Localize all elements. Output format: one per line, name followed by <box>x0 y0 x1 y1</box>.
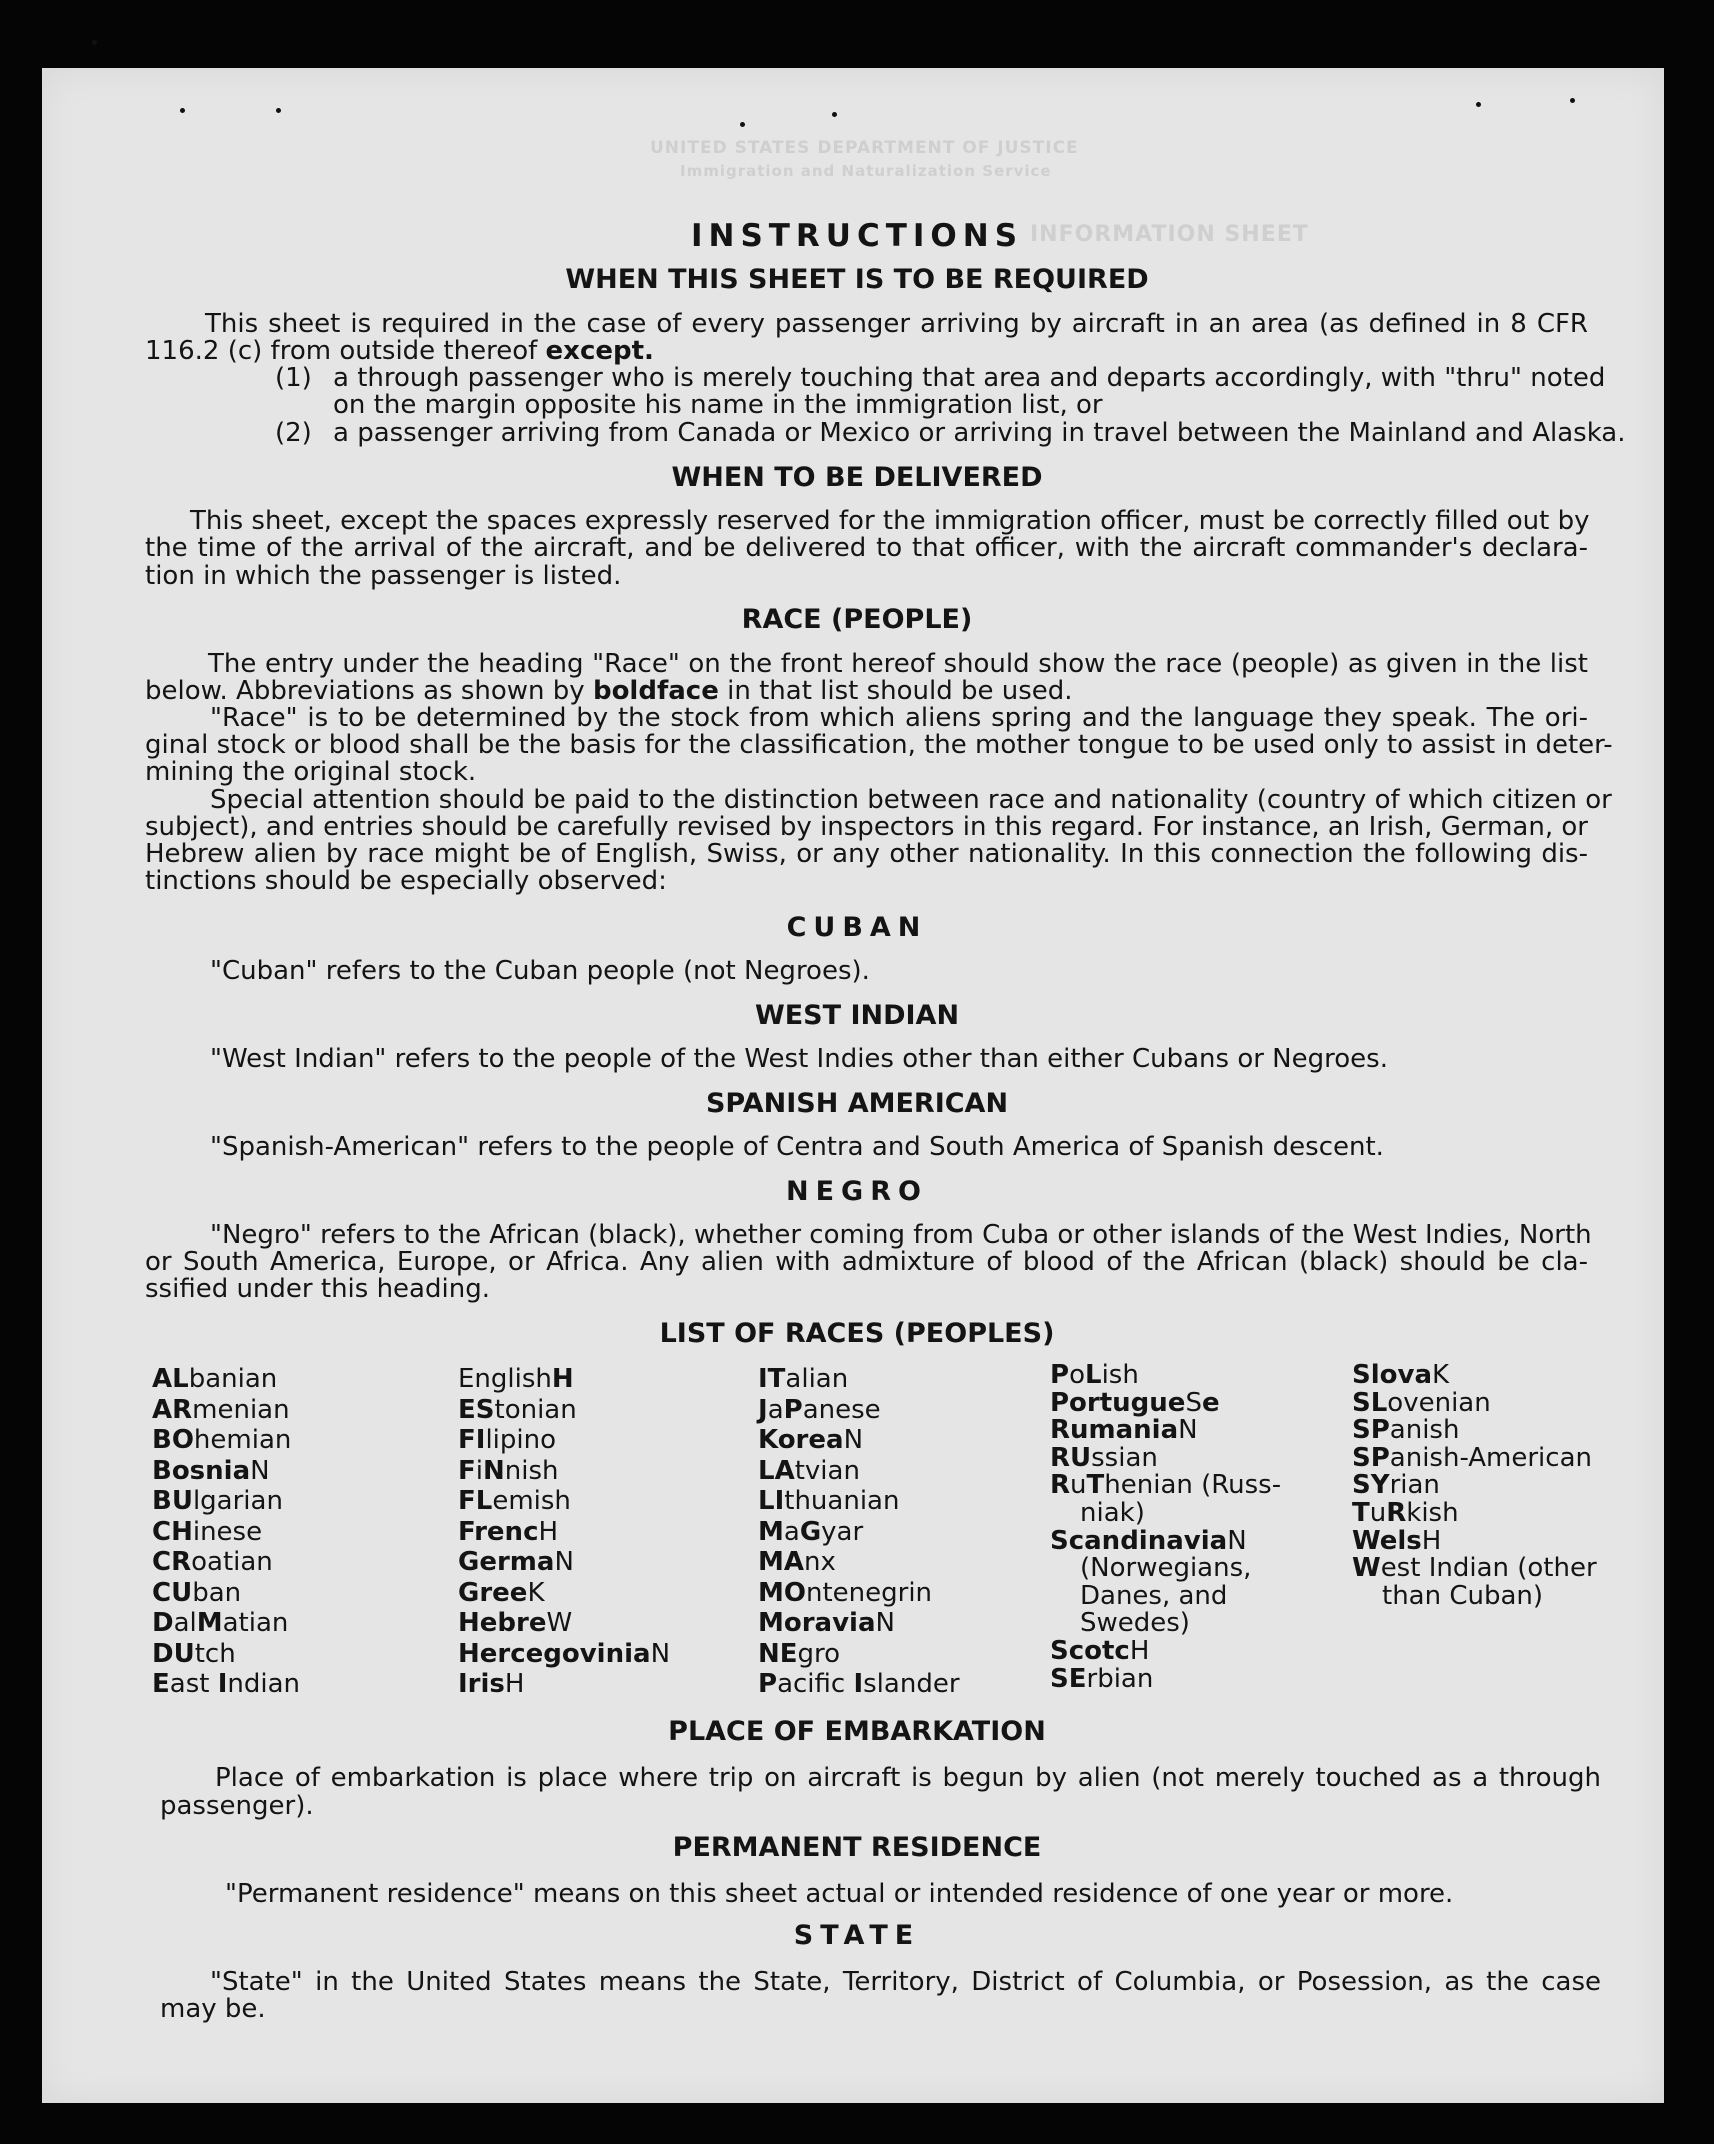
race-entry: MAnx <box>758 1547 836 1577</box>
negro-text-line: "Negro" refers to the African (black), whether coming from Cuba or other islands of the West Indies, North <box>210 1220 1592 1250</box>
race-entry: ScandinaviaN <box>1050 1525 1247 1556</box>
residence-text: "Permanent residence" means on this sheet actual or intended residence of one year or more. <box>225 1879 1454 1909</box>
race-entry: WelsH <box>1352 1525 1442 1556</box>
race-entry: NEgro <box>758 1638 841 1669</box>
race-entry: FiNnish <box>458 1455 559 1486</box>
race-entry: SlovaK <box>1352 1360 1450 1390</box>
section-heading-when-required: WHEN THIS SHEET IS TO BE REQUIRED <box>565 264 1149 295</box>
race-entry: Swedes) <box>1080 1608 1190 1639</box>
race-entry: TuRkish <box>1352 1497 1459 1528</box>
race-text-line: Hebrew alien by race might be of English, Swiss, or any other nationality. In this connection the following dis- <box>145 839 1588 869</box>
race-entry: IrisH <box>458 1669 525 1699</box>
delivered-text-line: tion in which the passenger is listed. <box>145 561 622 591</box>
speck <box>1570 98 1575 103</box>
section-heading-west-indian: WEST INDIAN <box>754 1000 960 1031</box>
race-text-line: mining the original stock. <box>145 757 477 787</box>
race-entry: MaGyar <box>758 1516 864 1547</box>
race-entry: ScotcH <box>1050 1635 1150 1666</box>
race-text-line: tinctions should be especially observed: <box>145 866 667 896</box>
race-entry: FIlipino <box>458 1425 556 1455</box>
state-text-line: "State" in the United States means the State, Territory, District of Columbia, or Posession, as the case <box>210 1967 1601 1997</box>
race-entry: ITalian <box>758 1364 849 1394</box>
race-entry: GermaN <box>458 1547 574 1577</box>
bleed-through-service: Immigration and Naturalization Service <box>680 162 1052 180</box>
race-entry: PortugueSe <box>1050 1387 1220 1418</box>
section-heading-negro: NEGRO <box>786 1176 928 1207</box>
race-entry: ARmenian <box>152 1394 290 1425</box>
race-text-line: subject), and entries should be carefully revised by inspectors in this regard. For instance, an Irish, German, or <box>145 812 1588 842</box>
speck <box>276 108 281 113</box>
speck <box>92 40 97 45</box>
race-entry: RUssian <box>1050 1442 1158 1473</box>
section-heading-list-of-races: LIST OF RACES (PEOPLES) <box>659 1318 1055 1349</box>
exception-text-line: a passenger arriving from Canada or Mexico or arriving in travel between the Mainland and Alaska. <box>333 418 1626 448</box>
races-column-2 <box>458 1364 670 1700</box>
race-entry: KoreaN <box>758 1425 864 1455</box>
race-entry: Pacific Islander <box>758 1669 960 1699</box>
race-entry: LIthuanian <box>758 1486 900 1516</box>
race-entry: Danes, and <box>1080 1580 1228 1611</box>
race-entry: ALbanian <box>152 1364 278 1394</box>
race-entry: DalMatian <box>152 1608 289 1638</box>
race-text-line: "Race" is to be determined by the stock from which aliens spring and the language they speak. The ori- <box>210 703 1588 733</box>
section-heading-permanent-residence: PERMANENT RESIDENCE <box>672 1832 1042 1863</box>
race-entry: RuThenian (Russ- <box>1050 1470 1282 1501</box>
races-column-3 <box>758 1364 960 1700</box>
races-column-1 <box>152 1364 300 1700</box>
race-entry: LAtvian <box>758 1455 860 1486</box>
embarkation-text-line: Place of embarkation is place where trip on aircraft is begun by alien (not merely touched as a through <box>215 1763 1601 1793</box>
race-entry: than Cuban) <box>1382 1580 1544 1611</box>
race-entry: niak) <box>1080 1497 1145 1528</box>
race-entry: BOhemian <box>152 1425 292 1455</box>
race-entry: SLovenian <box>1352 1387 1491 1418</box>
exception-number: (1) <box>275 363 312 393</box>
race-entry: MOntenegrin <box>758 1577 933 1608</box>
race-entry: BosniaN <box>152 1455 270 1486</box>
race-entry: SPanish <box>1352 1415 1460 1446</box>
race-entry: FrencH <box>458 1516 559 1547</box>
page-title: INSTRUCTIONS <box>690 218 1024 254</box>
race-entry: HebreW <box>458 1608 573 1638</box>
race-entry: East Indian <box>152 1669 301 1699</box>
section-heading-spanish-american: SPANISH AMERICAN <box>705 1088 1009 1119</box>
race-entry: EStonian <box>458 1394 577 1425</box>
required-text-line: This sheet is required in the case of every passenger arriving by aircraft in an area (as defined in 8 CFR <box>205 309 1588 339</box>
west-indian-text: "West Indian" refers to the people of the West Indies other than either Cubans or Negroes. <box>210 1044 1388 1074</box>
required-text-line: 116.2 (c) from outside thereof except. <box>145 336 654 366</box>
race-entry: CRoatian <box>152 1547 273 1577</box>
race-entry: FLemish <box>458 1486 571 1516</box>
section-heading-race: RACE (PEOPLE) <box>741 604 973 635</box>
race-text-line: The entry under the heading "Race" on the front hereof should show the race (people) as given in the list <box>208 649 1588 679</box>
race-entry: HercegoviniaN <box>458 1638 671 1669</box>
bleed-through-department: UNITED STATES DEPARTMENT OF JUSTICE <box>650 138 1079 158</box>
race-entry: BUlgarian <box>152 1486 283 1516</box>
speck <box>1476 102 1481 107</box>
section-heading-place-of-embarkation: PLACE OF EMBARKATION <box>668 1716 1046 1747</box>
race-entry: GreeK <box>458 1577 545 1608</box>
race-entry: MoraviaN <box>758 1608 895 1638</box>
exception-text-line: on the margin opposite his name in the immigration list, or <box>333 390 1103 420</box>
section-heading-cuban: CUBAN <box>786 912 928 943</box>
race-entry: SErbian <box>1050 1663 1154 1694</box>
race-entry: SYrian <box>1352 1470 1440 1501</box>
race-text-line: below. Abbreviations as shown by boldface in that list should be used. <box>145 676 1073 706</box>
embarkation-text-line: passenger). <box>160 1791 314 1821</box>
negro-text-line: or South America, Europe, or Africa. Any alien with admixture of blood of the African (black) should be cla- <box>145 1247 1588 1277</box>
negro-text-line: ssified under this heading. <box>145 1274 490 1304</box>
race-entry: JaPanese <box>758 1394 881 1425</box>
race-entry: PoLish <box>1050 1360 1139 1390</box>
exception-number: (2) <box>275 418 312 448</box>
section-heading-when-delivered: WHEN TO BE DELIVERED <box>671 462 1043 493</box>
cuban-text: "Cuban" refers to the Cuban people (not Negroes). <box>210 956 870 986</box>
race-text-line: Special attention should be paid to the distinction between race and nationality (country of which citizen or <box>210 785 1612 815</box>
speck <box>740 122 745 127</box>
races-column-5 <box>1352 1362 1597 1610</box>
bleed-through-info: INFORMATION SHEET <box>1030 222 1309 247</box>
state-text-line: may be. <box>160 1994 266 2024</box>
race-entry: West Indian (other <box>1352 1553 1597 1584</box>
section-heading-state: STATE <box>793 1920 921 1951</box>
delivered-text-line: the time of the arrival of the aircraft, and be delivered to that officer, with the aircraft commander's declara- <box>145 533 1588 563</box>
delivered-text-line: This sheet, except the spaces expressly reserved for the immigration officer, must be correctly filled out by <box>190 506 1590 536</box>
speck <box>180 108 185 113</box>
speck <box>832 112 837 117</box>
race-text-line: ginal stock or blood shall be the basis for the classification, the mother tongue to be used only to assist in deter- <box>145 730 1613 760</box>
spanish-american-text: "Spanish-American" refers to the people of Centra and South America of Spanish descent. <box>210 1132 1384 1162</box>
exception-text-line: a through passenger who is merely touching that area and departs accordingly, with "thru" noted <box>333 363 1606 393</box>
race-entry: RumaniaN <box>1050 1415 1198 1446</box>
race-entry: DUtch <box>152 1638 236 1669</box>
race-entry: EnglishH <box>458 1364 574 1394</box>
races-column-4 <box>1050 1362 1281 1693</box>
race-entry: CUban <box>152 1577 242 1608</box>
race-entry: CHinese <box>152 1516 263 1547</box>
race-entry: (Norwegians, <box>1080 1553 1252 1584</box>
race-entry: SPanish-American <box>1352 1442 1592 1473</box>
